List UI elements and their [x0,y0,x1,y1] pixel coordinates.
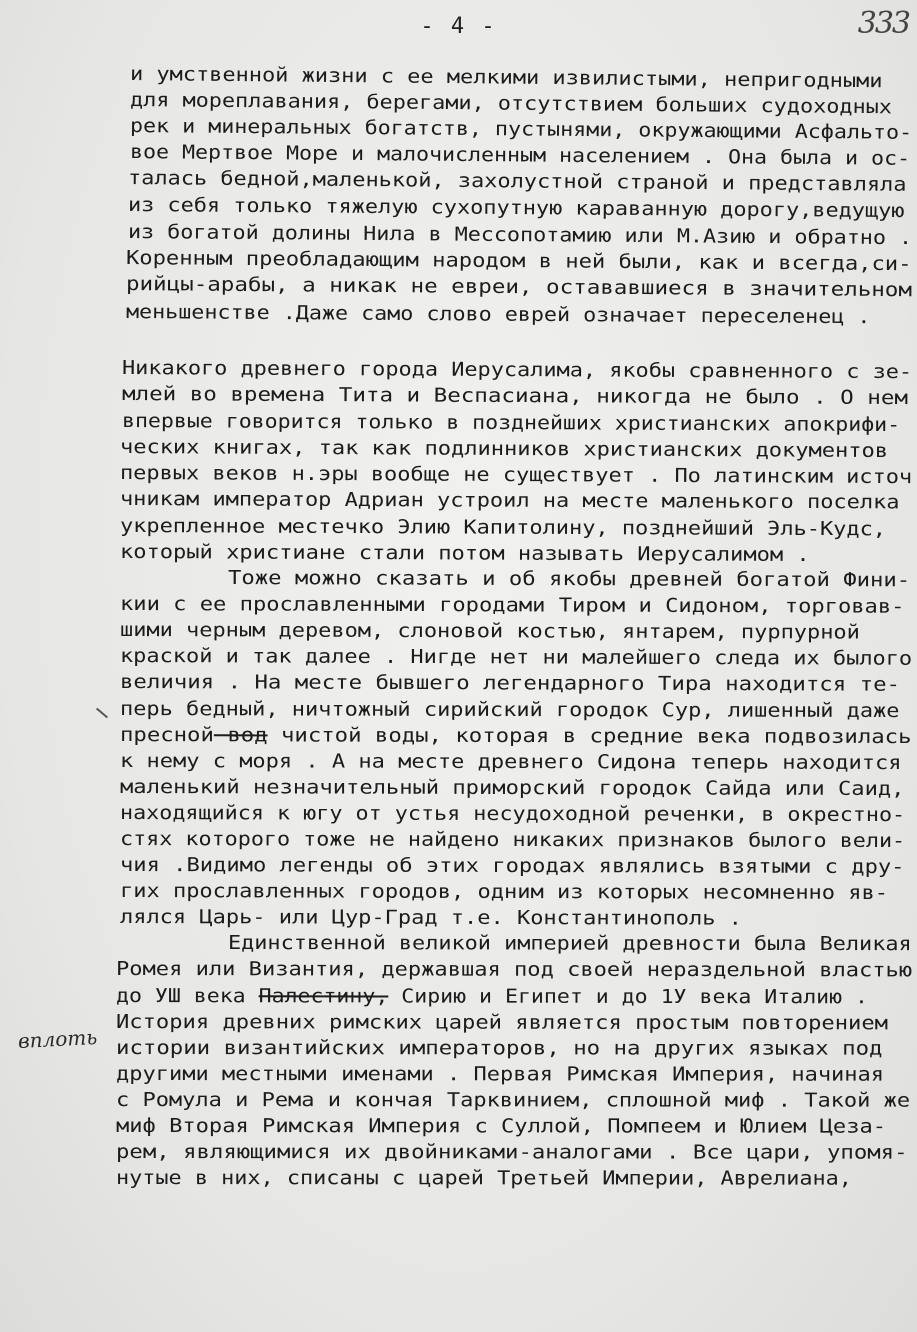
text-line: величия . На месте бывшего легендарного Тира находится те- [119,670,901,696]
stray-pen-mark [96,708,108,719]
text-line: первых веков н.эры вообще не существует . По латинским источ [119,461,913,489]
text-line: из себя только тяжелую сухопутную караванную дорогу,ведущую [127,193,905,223]
text-line: История древних римских царей является простым повторением [115,1010,889,1035]
text-line: нутые в них, списаны с царей Третьей Империи, Аврелиана, [115,1166,852,1190]
text-line: шими черным деревом, слоновой костью, янтарем, пурпурной [119,618,860,644]
text-line: ческих книгах, так как подлинников христианских документов [119,435,889,463]
text-line: к нему с моря . А на месте древнего Сидона теперь находится [119,749,902,775]
text-line: лялся Царь- или Цур-Град т.е. Константинополь . [119,905,742,930]
text-line: талась бедной,маленькой, захолустной страной и представляла [127,166,907,196]
text-line: кии с ее прославленными городами Тиром и Сидоном, торговав- [119,592,905,618]
text-line: млей во времена Тита и Веспасиана, никогда не было . О нем [121,382,909,410]
text-line: впервые говорится только в позднейших христианских апокрифи- [121,409,901,437]
text-line: с Ромула и Рема и кончая Тарквинием, сплошной миф . Такой же [115,1088,911,1112]
text-line: маленький незначительный приморский городок Сайда или Саид, [119,775,905,801]
text-line: Тоже можно сказать и об якобы древней богатой Фини- [227,566,911,592]
text-line: перь бедный, ничтожный сирийский городок Сур, лишенный даже [119,697,900,723]
text-line: Единственной великой империей древности была Великая [227,931,912,956]
text-line: рек и минеральных богатств, пустынями, окружающими Асфальто- [129,114,913,144]
text-line: чия .Видимо легенды об этих городах являлись взятыми с дру- [119,853,905,879]
text-line: для мореплавания, берегами, отсутствием больших судоходных [129,88,893,119]
text-line: который христиане стали потом называть Иерусалимом . [119,540,810,567]
text-line: вое Мертвое Море и малочисленным населением . Она была и ос- [129,140,911,170]
text-line: краской и так далее . Нигде нет ни малейшего следа их былого [119,644,913,670]
text-line: рийцы-арабы, а никак не евреи, остававшиеся в значительном [125,272,913,302]
page-number: - 4 - [420,14,497,39]
text-line: и умственной жизни с ее мелкими извилистыми, непригодными [129,62,883,93]
text-line: чникам император Адриан устроил на месте маленького поселка [119,487,900,514]
text-line: пресной вод чистой воды, которая в средние века подвозилась [119,723,912,749]
text-line: Никакого древнего города Иерусалима, якобы сравненного с зе- [121,356,913,384]
text-line: укрепленное местечко Элию Капитолину, позднейший Эль-Кудс, [119,514,887,541]
struck-word: вод [213,723,268,747]
text-line: рем, являющимися их двойниками-аналогами . Все цари, упомя- [115,1140,908,1164]
text-line: стях которого тоже не найдено никаких признаков былого вели- [119,827,906,853]
text-line: другими местными именами . Первая Римская Империя, начиная [115,1062,885,1086]
archive-number: 333 [857,6,909,41]
text-line: Ромея или Византия, державшая под своей нераздельной властью [115,957,913,982]
margin-note: вплоть [17,1024,98,1054]
text-line: Коренным преобладающим народом в ней были, как и всегда,си- [125,246,912,276]
text-line: меньшенстве .Даже само слово еврей означает переселенец . [125,300,871,329]
text-line: истории византийских императоров, но на других языках под [115,1036,883,1060]
text-line: из богатой долины Нила в Мессопотамию или М.Азию и обратно . [127,220,913,250]
text-line: миф Вторая Римская Империя с Суллой, Помпеем и Юлием Цеза- [115,1114,887,1138]
text-line: гих прославленных городов, одним из которых несомненно яв- [119,879,889,905]
text-line: до УШ века Палестину, Сирию и Египет и до 1У века Италию . [115,984,869,1009]
struck-word: Палестину, [258,984,389,1008]
text-line: находящийся к югу от устья несудоходной реченки, в окрестно- [119,801,906,827]
